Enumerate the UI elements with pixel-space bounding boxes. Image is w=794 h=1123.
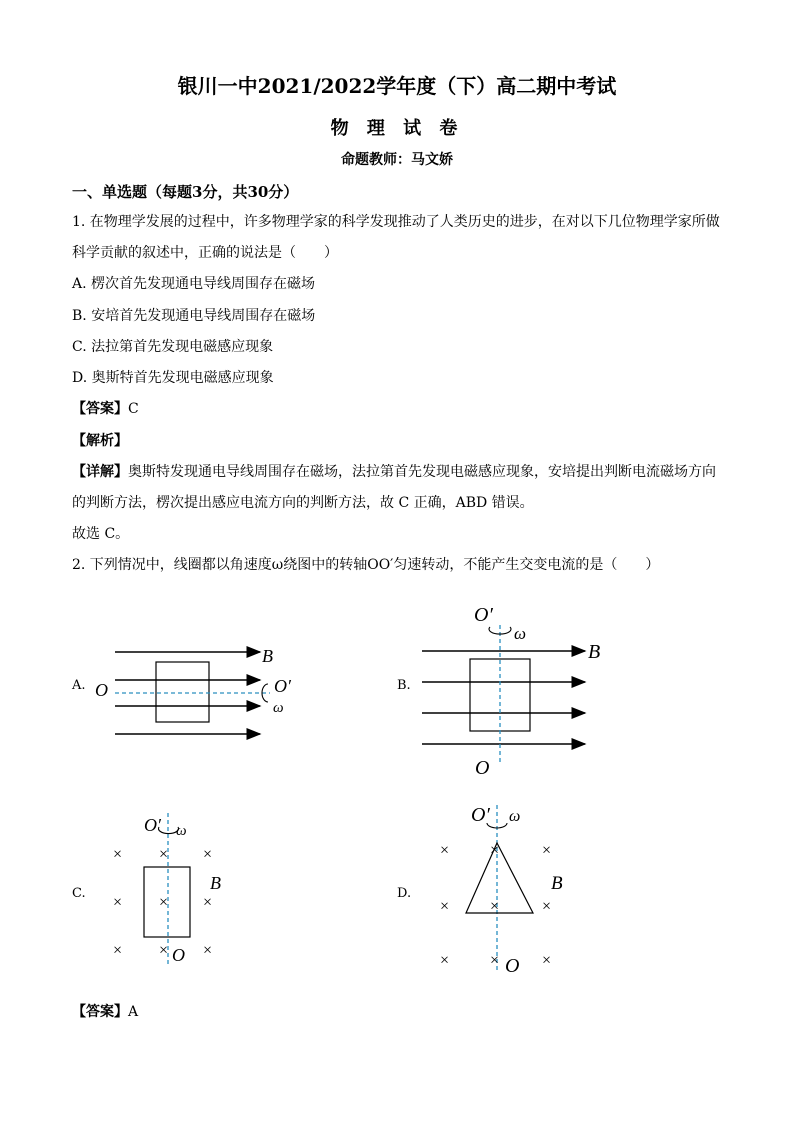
answer-value: C bbox=[128, 401, 139, 417]
diagram-c bbox=[100, 805, 250, 975]
q1-option-a: A. 楞次首先发现通电导线周围存在磁场 bbox=[72, 276, 316, 292]
figure-d-label: D. bbox=[397, 886, 412, 901]
cross-mark: × bbox=[158, 942, 169, 959]
q2-answer bbox=[72, 1002, 138, 1022]
axis-label-o: O bbox=[95, 680, 108, 700]
diagram-a bbox=[80, 630, 310, 750]
q1-conclusion: 故选 C。 bbox=[72, 526, 130, 542]
detail-tag: 【详解】 bbox=[72, 464, 128, 480]
omega-label: ω bbox=[176, 823, 187, 839]
figure-a-label: A. bbox=[72, 678, 86, 693]
answer-tag: 【答案】 bbox=[72, 1004, 128, 1020]
q1-option-d: D. 奥斯特首先发现电磁感应现象 bbox=[72, 370, 274, 386]
field-label: B bbox=[551, 873, 563, 894]
answer-value: A bbox=[128, 1004, 139, 1020]
q1-option-b: B. 安培首先发现通电导线周围存在磁场 bbox=[72, 308, 316, 324]
cross-mark: × bbox=[202, 846, 213, 863]
author-line: 命题教师：马文娇 bbox=[341, 152, 453, 168]
analysis-tag: 【解析】 bbox=[72, 433, 128, 449]
omega-label: ω bbox=[509, 808, 521, 825]
field-label: B bbox=[210, 873, 221, 893]
cross-mark: × bbox=[541, 842, 552, 859]
cross-mark: × bbox=[158, 894, 169, 911]
detail-text: 奥斯特发现通电导线周围存在磁场，法拉第首先发现电磁感应现象，安培提出判断电流磁场方向 bbox=[128, 464, 716, 480]
section-heading: 一、单选题（每题3分，共30分） bbox=[72, 183, 299, 201]
axis-label-o-prime: O′ bbox=[144, 815, 161, 835]
answer-tag: 【答案】 bbox=[72, 401, 128, 417]
paper-subtitle: 物 理 试 卷 bbox=[330, 118, 464, 139]
cross-mark: × bbox=[112, 846, 123, 863]
cross-mark: × bbox=[202, 942, 213, 959]
q1-detail-line1 bbox=[72, 462, 716, 482]
figure-b-label: B. bbox=[397, 678, 411, 693]
q1-detail-line2: 的判断方法，楞次提出感应电流方向的判断方法，故 C 正确，ABD 错误。 bbox=[72, 495, 534, 511]
page-title: 银川一中2021/2022学年度（下）高二期中考试 bbox=[177, 74, 617, 98]
axis-label-o: O bbox=[505, 955, 520, 977]
omega-label: ω bbox=[273, 700, 284, 716]
cross-mark: × bbox=[439, 898, 450, 915]
q1-analysis bbox=[72, 431, 128, 451]
omega-label: ω bbox=[514, 624, 527, 643]
cross-mark: × bbox=[489, 952, 500, 969]
q2-stem: 2. 下列情况中，线圈都以角速度ω绕图中的转轴OO′匀速转动，不能产生交变电流的是（ ） bbox=[72, 557, 660, 573]
axis-label-o: O bbox=[475, 757, 490, 779]
q1-option-c: C. 法拉第首先发现电磁感应现象 bbox=[72, 339, 274, 355]
cross-mark: × bbox=[541, 898, 552, 915]
q1-stem-line2: 科学贡献的叙述中，正确的说法是（ ） bbox=[72, 245, 338, 261]
cross-mark: × bbox=[439, 842, 450, 859]
coil-rectangle bbox=[156, 662, 209, 722]
cross-mark: × bbox=[112, 942, 123, 959]
axis-label-o-prime: O′ bbox=[274, 676, 291, 696]
cross-mark: × bbox=[202, 894, 213, 911]
cross-mark: × bbox=[439, 952, 450, 969]
cross-mark: × bbox=[158, 846, 169, 863]
field-label: B bbox=[262, 646, 273, 666]
diagram-d bbox=[425, 795, 585, 980]
cross-mark: × bbox=[541, 952, 552, 969]
q1-stem-line1: 1. 在物理学发展的过程中，许多物理学家的科学发现推动了人类历史的进步，在对以下几位物理学家所做 bbox=[72, 214, 720, 230]
field-label: B bbox=[588, 641, 601, 663]
q1-answer bbox=[72, 399, 139, 419]
cross-mark: × bbox=[489, 898, 500, 915]
cross-mark: × bbox=[112, 894, 123, 911]
diagram-b bbox=[400, 595, 630, 785]
axis-label-o: O bbox=[172, 945, 185, 965]
axis-label-o-prime: O′ bbox=[474, 604, 493, 626]
cross-mark: × bbox=[489, 842, 500, 859]
axis-label-o-prime: O′ bbox=[471, 804, 490, 826]
figure-c-label: C. bbox=[72, 886, 86, 901]
